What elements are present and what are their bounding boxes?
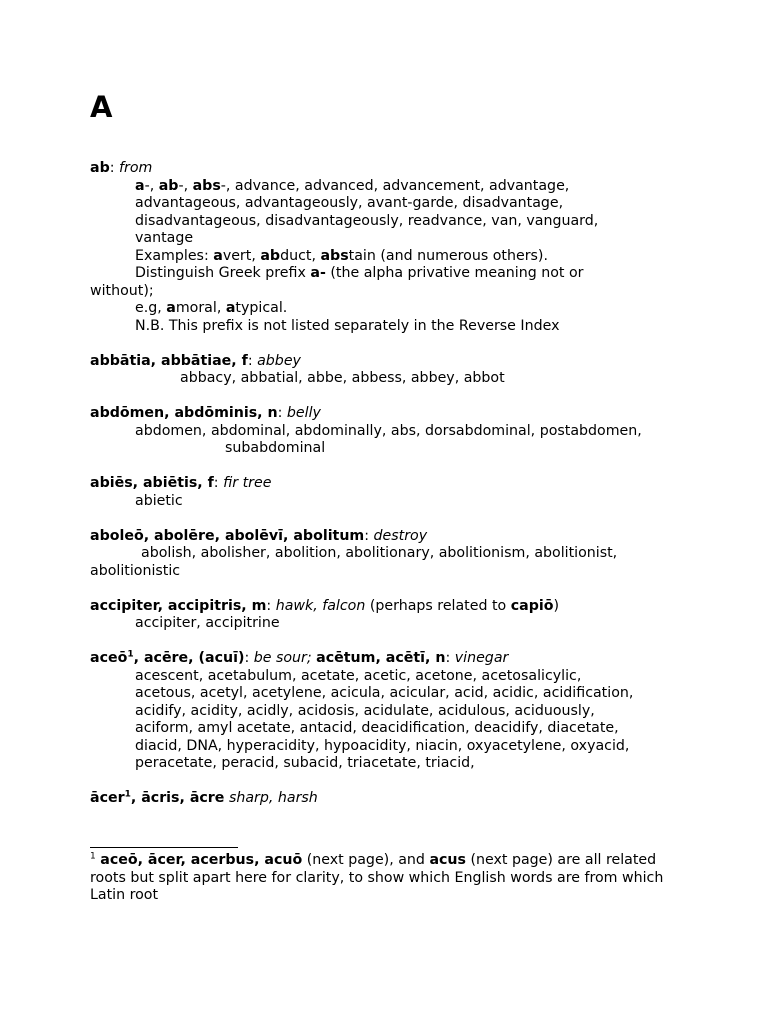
note: (perhaps related to [365,597,511,614]
derivatives-line: accipiter, accipitrine [135,615,280,631]
prefix: ab [158,177,179,194]
meaning: abbey [257,352,301,369]
section-letter-heading: A [90,90,113,124]
meaning: destroy [373,527,428,544]
derivatives-line: a-, ab-, abs-, advance, advanced, advancement, advantage, [135,177,570,194]
derivatives-line: peracetate, peracid, subacid, triacetate, triacid, [135,755,475,771]
distinguish-text: Distinguish Greek prefix [135,265,311,281]
footnote-text: (next page), and [302,852,430,868]
entry-headword: accipiter, accipitris, m: hawk, falcon (perhaps related to capiō) [90,597,560,614]
example-prefix: abs [320,247,349,264]
lemma: abiēs, abiētis, f [90,475,214,491]
entry-headword: abbātia, abbātiae, f: abbey [90,352,301,369]
derivatives-text: advance, advanced, advancement, advantage, [234,177,570,194]
lemma: abdōmen, abdōminis, n [90,405,278,421]
entry-ab [90,160,690,335]
footnote-ref[interactable]: 1 [127,649,134,660]
example-prefix: ab [260,247,281,264]
eg-prefix: a [166,300,176,316]
entry-headword: aboleō, abolēre, abolēvī, abolitum: destroy [90,527,428,544]
derivatives-line: aciform, amyl acetate, antacid, deacidification, deacidify, diacetate, [135,720,619,736]
footnote-bold: acus [429,852,466,868]
distinguish-line [90,265,690,283]
example-rest: duct, [280,247,321,264]
lemma: accipiter, accipitris, m [90,597,267,614]
lemma: aceō [90,650,128,666]
entry-headword [90,790,690,808]
footnote-text: (next page) are all related [465,852,657,868]
eg-prefix: a [225,300,236,316]
derivatives-line: advantageous, advantageously, avant-garde, disadvantage, [135,195,564,211]
derivatives-line: abdomen, abdominal, abdominally, abs, dorsabdominal, postabdomen, [135,422,642,439]
entry-abdomen [90,405,690,458]
meaning: fir tree [223,475,272,491]
note-related-lemma: capiō [510,597,554,614]
examples-line [90,248,690,266]
footnote [90,852,670,905]
meaning: vinegar [454,650,509,666]
derivatives-line: abolitionistic [90,562,181,579]
meaning: belly [286,405,321,421]
entry-aceo [90,650,690,773]
footnote-line [90,852,670,870]
derivatives-line: disadvantageous, disadvantageously, readvance, van, vanguard, [135,212,599,229]
derivatives-line: abietic [135,492,183,509]
derivatives-line: subabdominal [225,440,326,456]
lemma: acētum, acētī, n [316,650,446,666]
derivatives-line: diacid, DNA, hyperacidity, hypoacidity, niacin, oxyacetylene, oxyacid, [135,737,630,754]
example-rest: tain (and numerous others). [348,247,548,264]
derivatives-line: acetous, acetyl, acetylene, acicula, acicular, acid, acidic, acidification, [135,685,634,701]
meaning: hawk, falcon [275,597,366,614]
lemma: ab [90,160,110,176]
eg-label: e.g, [135,300,167,316]
footnote-line: roots but split apart here for clarity, to show which English words are from which [90,869,664,886]
entry-acer [90,790,690,808]
eg-line [90,300,690,318]
lemma: , acēre, (acuī) [133,650,245,666]
example-prefix: a [213,247,223,264]
entry-abbatia [90,353,690,388]
nb-line: N.B. This prefix is not listed separately in the Reverse Index [135,317,560,334]
lemma: , ācris, ācre [130,790,225,806]
entry-headword: abiēs, abiētis, f: fir tree [90,475,272,491]
footnote-line: Latin root [90,887,159,903]
entry-headword: ab: from [90,160,153,176]
examples-label: Examples: [135,247,214,264]
footnote-divider [90,847,238,848]
entry-aboleo [90,528,690,581]
example-rest: vert, [222,247,261,264]
entry-abies [90,475,690,510]
prefix: abs [192,177,221,194]
derivatives-line: abolish, abolisher, abolition, abolitionary, abolitionism, abolitionist, [141,545,618,561]
entry-headword: aceō$^1$, acēre, (acuī): be sour; acētum, acētī, n: vinegar [90,649,509,666]
lemma: ācer [90,790,125,806]
distinguish-text: (the alpha privative meaning not or [325,265,584,281]
prefix: a [135,177,145,194]
meaning: sharp, harsh [228,790,318,806]
eg-rest: moral, [175,300,226,316]
entry-accipiter [90,598,690,633]
derivatives-line: abbacy, abbatial, abbe, abbess, abbey, abbot [180,370,505,386]
footnote-bold: aceō, ācer, acerbus, acuō [100,852,303,868]
lemma: aboleō, abolēre, abolēvī, abolitum [90,527,365,544]
meaning: from [119,160,153,176]
derivatives-line: acidify, acidity, acidly, acidosis, acidulate, acidulous, aciduously, [135,702,595,719]
footnote-ref[interactable]: 1 [124,789,131,800]
entry-headword: abdōmen, abdōminis, n: belly [90,405,321,421]
derivatives-line: acescent, acetabulum, acetate, acetic, acetone, acetosalicylic, [135,667,582,684]
eg-rest: typical. [235,300,288,316]
lemma: abbātia, abbātiae, f [90,352,248,369]
meaning: be sour; [253,650,312,666]
derivatives-line: vantage [135,230,194,246]
distinguish-prefix: a- [310,265,326,281]
entry-list [90,160,690,825]
footnote-marker: 1 [90,851,96,862]
distinguish-continuation: without); [90,282,154,299]
note: ) [553,597,560,614]
